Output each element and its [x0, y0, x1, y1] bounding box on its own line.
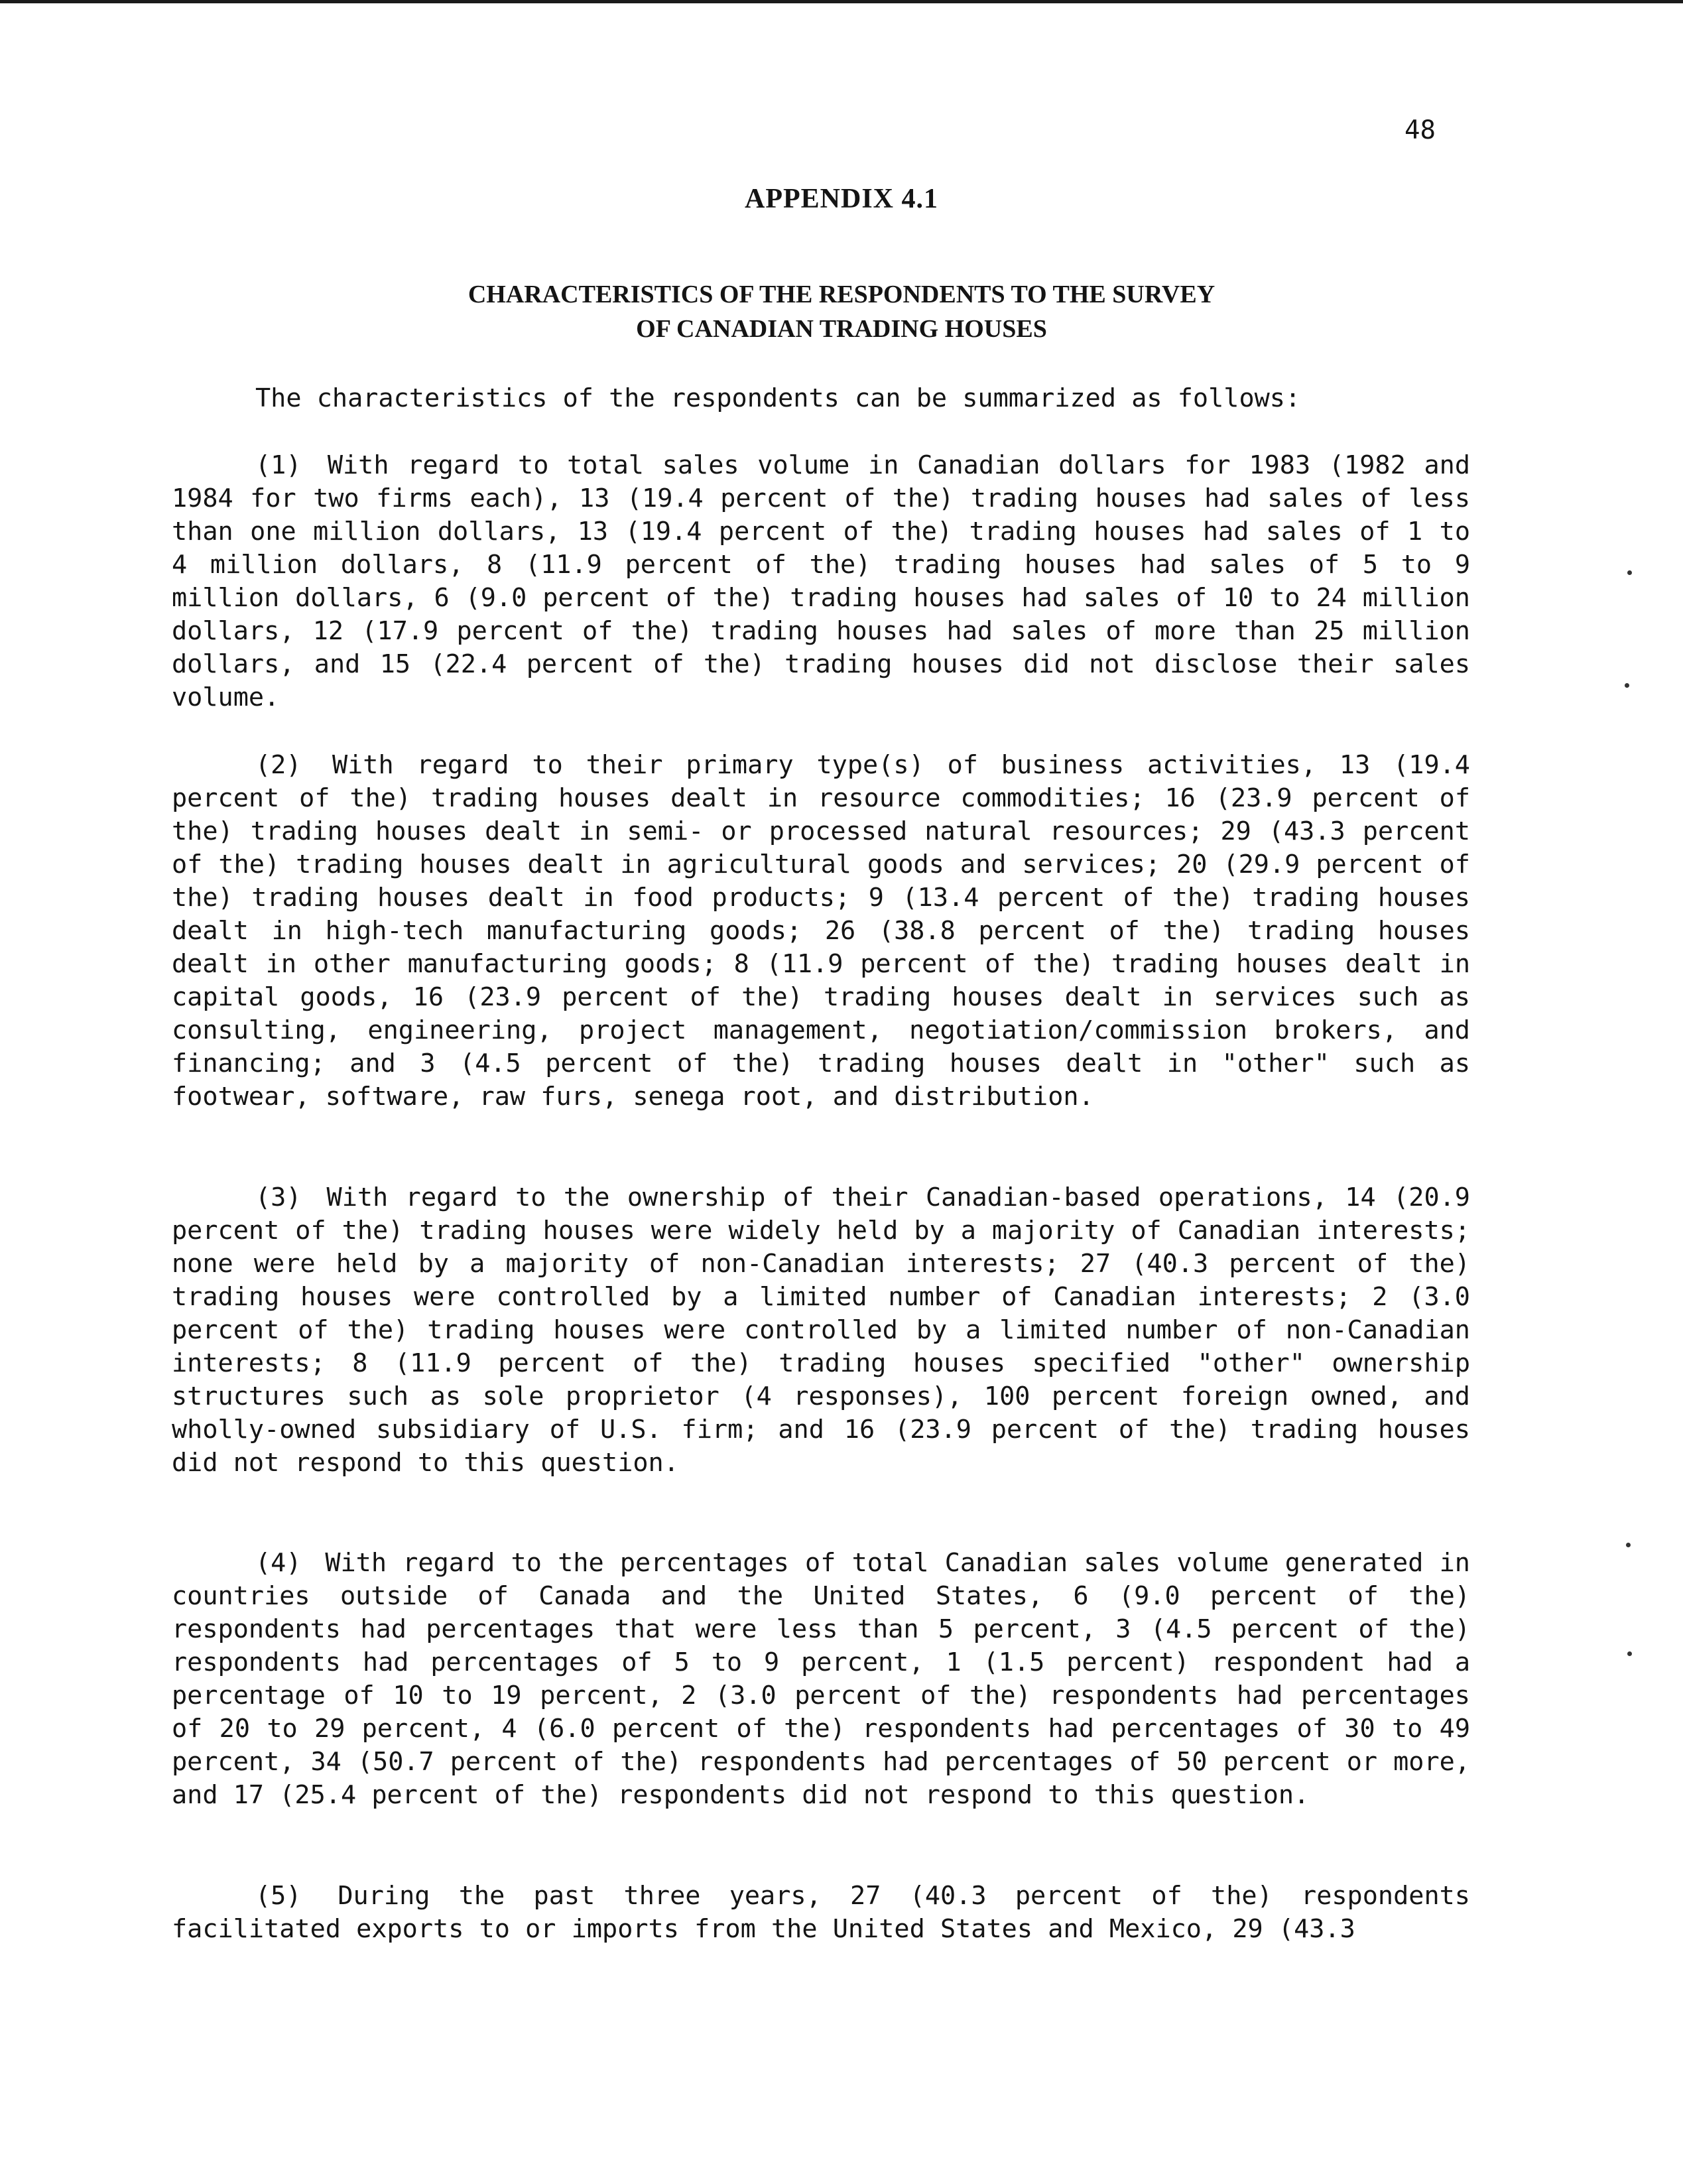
- item-number: (4): [255, 1548, 302, 1578]
- appendix-label: APPENDIX 4.1: [745, 184, 938, 214]
- scan-speck: [1625, 683, 1629, 688]
- paragraph-item-4: [172, 1547, 1470, 1812]
- item-text: With regard to their primary type(s) of business activities, 13 (19.4 percent of the) trading houses dealt in resource commodities; 16 (23.9 percent of the) trading houses dealt in semi- or processed natural resources; 29 (43.3 percent of the) trading houses dealt in agricultural goods and services; 20 (29.9 percent of the) trading houses dealt in food products; 9 (13.4 percent of the) trading houses dealt in high-tech manufacturing goods; 26 (38.8 percent of the) trading houses dealt in other manufacturing goods; 8 (11.9 percent of the) trading houses dealt in capital goods, 16 (23.9 percent of the) trading houses dealt in services such as consulting, engineering, project management, negotiation/commission brokers, and financing; and 3 (4.5 percent of the) trading houses dealt in "other" such as footwear, software, raw furs, senega root, and distribution.: [172, 750, 1470, 1112]
- section-title-line-1: CHARACTERISTICS OF THE RESPONDENTS TO THE SURVEY: [468, 281, 1216, 308]
- scan-speck: [1627, 1651, 1632, 1656]
- section-title: [0, 277, 1683, 346]
- intro-paragraph: The characteristics of the respondents can be summarized as follows:: [255, 383, 1301, 413]
- paragraph-item-3: [172, 1181, 1470, 1480]
- page-number: 48: [1404, 115, 1436, 145]
- item-number: (3): [255, 1183, 302, 1212]
- paragraph-item-1: [172, 449, 1470, 714]
- scan-speck: [1627, 570, 1632, 575]
- paragraph-item-5: [172, 1880, 1470, 1946]
- item-number: (2): [255, 750, 302, 780]
- item-number: (1): [255, 450, 302, 480]
- item-text: With regard to the ownership of their Canadian-based operations, 14 (20.9 percent of the) trading houses were widely held by a majority of Canadian interests; none were held by a majority of non-Canadian interests; 27 (40.3 percent of the) trading houses were controlled by a limited number of Canadian interests; 2 (3.0 percent of the) trading houses were controlled by a limited number of non-Canadian interests; 8 (11.9 percent of the) trading houses specified "other" ownership structures such as sole proprietor (4 responses), 100 percent foreign owned, and wholly-owned subsidiary of U.S. firm; and 16 (23.9 percent of the) trading houses did not respond to this question.: [172, 1183, 1470, 1478]
- item-text: With regard to total sales volume in Canadian dollars for 1983 (1982 and 1984 for two firms each), 13 (19.4 percent of the) trading houses had sales of less than one million dollars, 13 (19.4 percent of the) trading houses had sales of 1 to 4 million dollars, 8 (11.9 percent of the) trading houses had sales of 5 to 9 million dollars, 6 (9.0 percent of the) trading houses had sales of 10 to 24 million dollars, 12 (17.9 percent of the) trading houses had sales of more than 25 million dollars, and 15 (22.4 percent of the) trading houses did not disclose their sales volume.: [172, 450, 1471, 712]
- item-number: (5): [255, 1881, 302, 1911]
- item-text: During the past three years, 27 (40.3 percent of the) respondents facilitated exports to or imports from the United States and Mexico, 29 (43.3: [172, 1881, 1470, 1944]
- top-border-line: [0, 0, 1683, 3]
- paragraph-item-2: [172, 749, 1470, 1114]
- scan-speck: [1626, 1543, 1631, 1547]
- section-title-line-2: OF CANADIAN TRADING HOUSES: [636, 315, 1047, 343]
- item-text: With regard to the percentages of total Canadian sales volume generated in countries outside of Canada and the United States, 6 (9.0 percent of the) respondents had percentages that were less than 5 percent, 3 (4.5 percent of the) respondents had percentages of 5 to 9 percent, 1 (1.5 percent) respondent had a percentage of 10 to 19 percent, 2 (3.0 percent of the) respondents had percentages of 20 to 29 percent, 4 (6.0 percent of the) respondents had percentages of 30 to 49 percent, 34 (50.7 percent of the) respondents had percentages of 50 percent or more, and 17 (25.4 percent of the) respondents did not respond to this question.: [172, 1548, 1470, 1810]
